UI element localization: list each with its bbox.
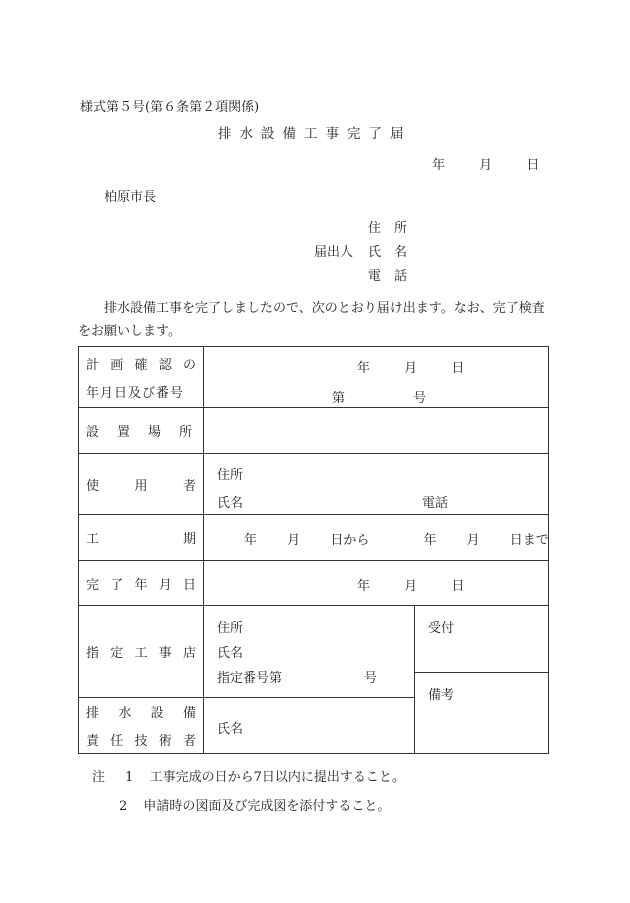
reception-label: 受付 bbox=[428, 621, 455, 636]
plan-number-prefix: 第 bbox=[332, 391, 346, 406]
note-number: 1 bbox=[125, 770, 134, 785]
form-number: 様式第５号(第６条第２項関係) bbox=[80, 100, 260, 115]
label-char: 技 bbox=[134, 734, 148, 749]
user-phone-label: 電話 bbox=[422, 496, 449, 511]
label-char: 月 bbox=[158, 577, 172, 593]
date-month: 月 bbox=[479, 158, 493, 173]
plan-approval-label bbox=[79, 347, 204, 408]
user-value[interactable] bbox=[204, 454, 549, 515]
label-char: 指 bbox=[86, 646, 100, 661]
date-year: 年 bbox=[432, 158, 446, 173]
note-number: 2 bbox=[119, 799, 128, 814]
label-char: 店 bbox=[182, 646, 196, 661]
label-char: 設 bbox=[86, 425, 100, 440]
plan-date-year: 年 bbox=[357, 361, 371, 376]
label-char: 計 bbox=[86, 357, 100, 373]
applicant-name-label: 氏 名 bbox=[368, 245, 408, 260]
location-value[interactable] bbox=[204, 408, 549, 454]
label-char: 置 bbox=[116, 425, 130, 440]
label-char: 水 bbox=[118, 706, 132, 721]
label-char: 定 bbox=[110, 646, 124, 661]
applicant-phone-label: 電 話 bbox=[368, 269, 408, 284]
note-text: 申請時の図面及び完成図を添付すること。 bbox=[143, 799, 391, 814]
label-char: 年 bbox=[134, 577, 148, 593]
note-2 bbox=[119, 795, 390, 814]
period-value[interactable] bbox=[204, 515, 549, 561]
label-char: 所 bbox=[178, 425, 192, 440]
label-char: 術 bbox=[158, 734, 172, 749]
intro-text: 排水設備工事を完了しましたので、次のとおり届け出ます。なお、完了検査をお願いします。 bbox=[78, 301, 545, 339]
label-char: 排 bbox=[86, 706, 100, 721]
note-marker: 注 bbox=[92, 770, 106, 785]
label-char: 事 bbox=[158, 646, 172, 661]
date-day: 日 bbox=[526, 158, 540, 173]
period-to-year: 年 bbox=[423, 533, 437, 548]
label-char: 期 bbox=[182, 532, 196, 547]
label-char: 任 bbox=[110, 734, 124, 749]
period-to-month: 月 bbox=[466, 533, 480, 548]
label-char: の bbox=[182, 357, 196, 373]
label-char: 工 bbox=[86, 532, 100, 547]
label-char: 者 bbox=[182, 734, 196, 749]
engineer-name-label: 氏名 bbox=[217, 722, 244, 737]
label-char: 完 bbox=[86, 577, 100, 593]
note-text: 工事完成の日から7日以内に提出すること。 bbox=[149, 770, 405, 785]
addressee: 柏原市長 bbox=[104, 190, 157, 205]
user-address-label: 住所 bbox=[217, 468, 244, 483]
completion-form-table bbox=[78, 346, 549, 754]
label-char: 者 bbox=[182, 478, 196, 494]
label-char: 使 bbox=[86, 478, 100, 494]
contractor-label bbox=[79, 606, 204, 698]
applicant-address-label: 住 所 bbox=[368, 221, 408, 236]
completion-year: 年 bbox=[357, 579, 371, 594]
completion-date-label bbox=[79, 561, 204, 606]
label-char: 責 bbox=[86, 734, 100, 749]
reception-box[interactable] bbox=[415, 606, 549, 673]
remarks-label: 備考 bbox=[428, 688, 455, 703]
plan-approval-label-line2: 年月日及び番号 bbox=[86, 385, 185, 401]
completion-date-value[interactable] bbox=[204, 561, 549, 606]
period-from-year: 年 bbox=[244, 533, 258, 548]
engineer-label bbox=[79, 698, 204, 754]
label-char: 場 bbox=[147, 425, 161, 440]
form-title: 排水設備工事完了届 bbox=[218, 126, 412, 142]
label-char: 認 bbox=[158, 357, 172, 373]
remarks-box[interactable] bbox=[415, 673, 549, 754]
contractor-designation-suffix: 号 bbox=[364, 671, 378, 686]
label-char: 設 bbox=[150, 706, 164, 721]
applicant-role-label: 届出人 bbox=[314, 245, 354, 260]
label-char: 画 bbox=[110, 357, 124, 373]
location-label bbox=[79, 408, 204, 454]
label-char: 備 bbox=[182, 706, 196, 721]
period-to-day: 日まで bbox=[509, 533, 549, 548]
note-1 bbox=[92, 766, 405, 785]
plan-number-suffix: 号 bbox=[413, 391, 427, 406]
contractor-name-label: 氏名 bbox=[217, 646, 244, 661]
completion-month: 月 bbox=[404, 579, 418, 594]
plan-date-day: 日 bbox=[451, 361, 465, 376]
label-char: 工 bbox=[134, 646, 148, 661]
plan-date-month: 月 bbox=[404, 361, 418, 376]
plan-approval-value[interactable] bbox=[204, 347, 549, 408]
period-from-month: 月 bbox=[287, 533, 301, 548]
submission-date bbox=[432, 154, 539, 173]
period-label bbox=[79, 515, 204, 561]
engineer-value[interactable] bbox=[204, 698, 415, 754]
label-char: 用 bbox=[134, 478, 148, 494]
label-char: 了 bbox=[110, 577, 124, 593]
contractor-address-label: 住所 bbox=[217, 621, 244, 636]
label-char: 確 bbox=[134, 357, 148, 373]
contractor-designation-label: 指定番号第 bbox=[217, 671, 283, 686]
completion-day: 日 bbox=[451, 579, 465, 594]
user-name-label: 氏名 bbox=[217, 496, 244, 511]
label-char: 日 bbox=[182, 577, 196, 593]
user-label bbox=[79, 454, 204, 515]
period-from-day: 日から bbox=[330, 533, 370, 548]
contractor-value[interactable] bbox=[204, 606, 415, 698]
